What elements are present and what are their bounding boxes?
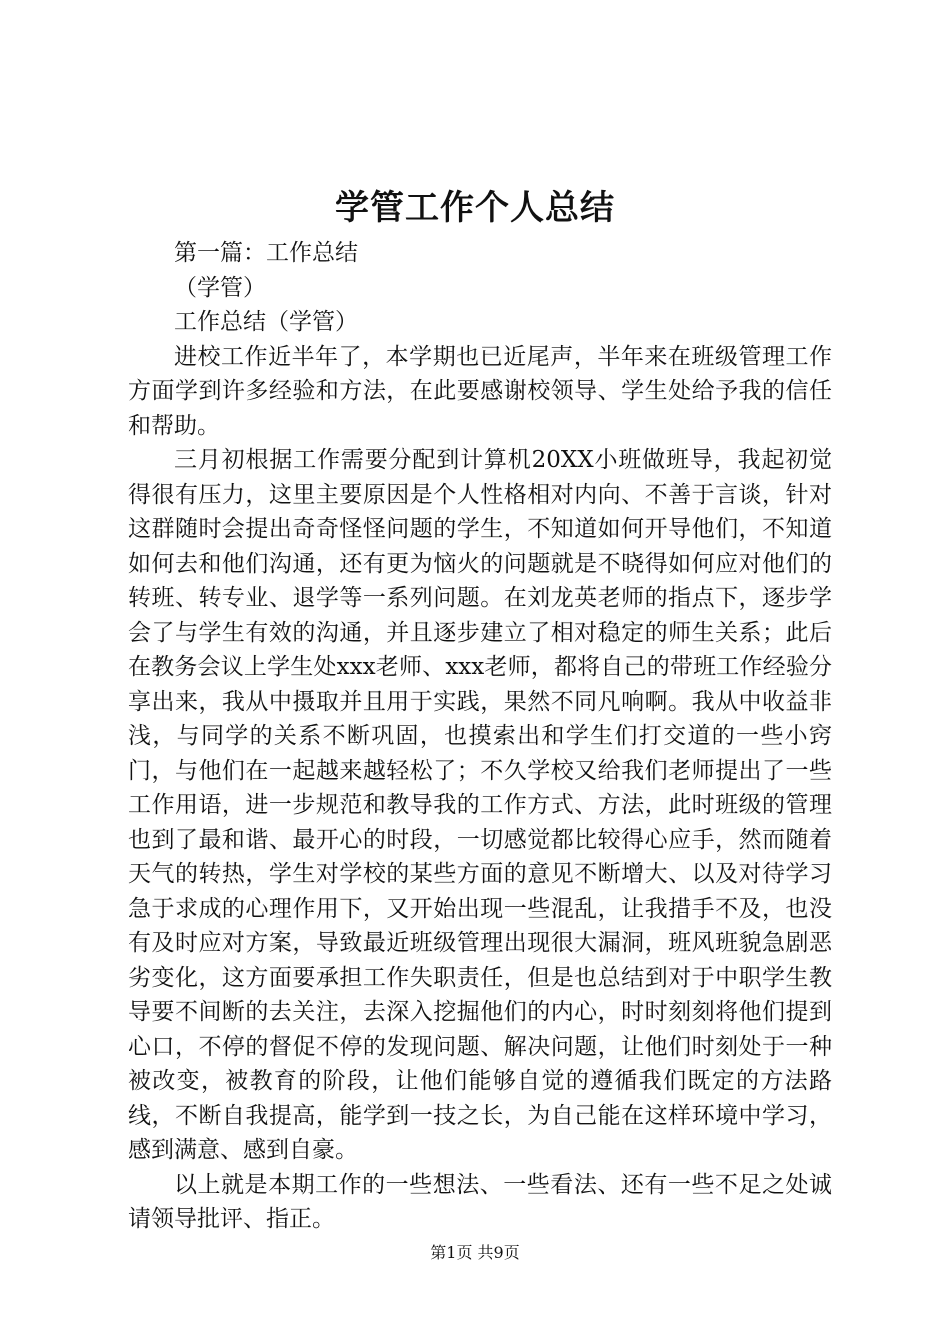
paragraph-main: 三月初根据工作需要分配到计算机20XX小班做班导，我起初觉得很有压力，这里主要原因是个人性格相对内向、不善于言谈，针对这群随时会提出奇奇怪怪问题的学生，不知道如何开导他们，不知道如何去和他们沟通，还有更为恼火的问题就是不晓得如何应对他们的转班、转专业、退学等一系列问题。在刘龙英老师的指点下，逐步学会了与学生有效的沟通，并且逐步建立了相对稳定的师生关系；此后在教务会议上学生处xxx老师、xxx老师，都将自己的带班工作经验分享出来，我从中摄取并且用于实践，果然不同凡响啊。我从中收益非浅，与同学的关系不断巩固，也摸索出和学生们打交道的一些小窍门，与他们在一起越来越轻松了；不久学校又给我们老师提出了一些工作用语，进一步规范和教导我的工作方式、方法，此时班级的管理也到了最和谐、最开心的时段，一切感觉都比较得心应手，然而随着天气的转热，学生对学校的某些方面的意见不断增大、以及对待学习急于求成的心理作用下，又开始出现一些混乱，让我措手不及，也没有及时应对方案，导致最近班级管理出现很大漏洞，班风班貌急剧恶劣变化，这方面要承担工作失职责任，但是也总结到对于中职学生教导要不间断的去关注，去深入挖掘他们的内心，时时刻刻将他们提到心口，不停的督促不停的发现问题、解决问题，让他们时刻处于一种被改变，被教育的阶段，让他们能够自觉的遵循我们既定的方法路线，不断自我提高，能学到一技之长，为自己能在这样环境中学习，感到满意、感到自豪。: [128, 447, 832, 1163]
page-footer: 第1页 共9页: [430, 1243, 520, 1262]
paragraph-subheading: （学管）: [174, 274, 266, 301]
paragraph-closing: 以上就是本期工作的一些想法、一些看法、还有一些不足之处诚请领导批评、指正。: [128, 1171, 832, 1232]
paragraph-intro: 进校工作近半年了，本学期也已近尾声，半年来在班级管理工作方面学到许多经验和方法，在此要感谢校领导、学生处给予我的信任和帮助。: [128, 343, 832, 439]
document-title: 学管工作个人总结: [335, 188, 615, 228]
paragraph-heading: 第一篇：工作总结: [174, 240, 358, 266]
paragraph-section-title: 工作总结（学管）: [174, 309, 358, 335]
document-body: [128, 236, 832, 1237]
